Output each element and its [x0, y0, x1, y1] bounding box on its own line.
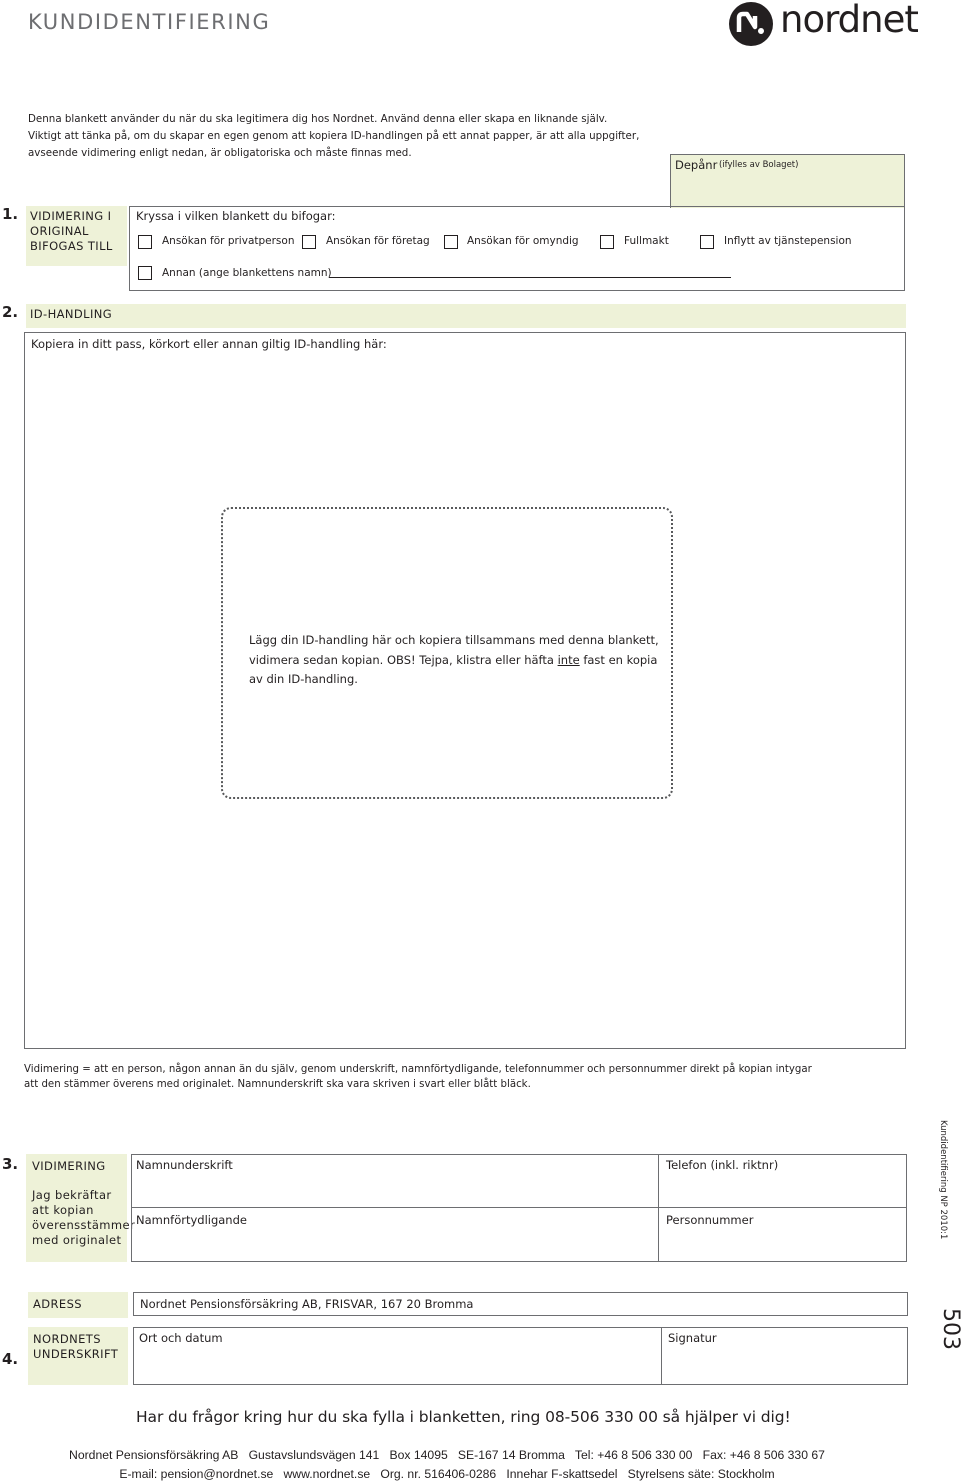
- section2-label: [26, 304, 906, 328]
- section1-label: [26, 206, 127, 266]
- nordnet-logo: [728, 0, 918, 48]
- checkbox-other[interactable]: [138, 266, 152, 280]
- intro-line: Denna blankett använder du när du ska legitimera dig hos Nordnet. Använd denna eller skapa en liknande själv.: [28, 113, 608, 125]
- phone-field[interactable]: [658, 1155, 907, 1207]
- intro-line: avseende vidimering enligt nedan, är obligatoriska och måste finnas med.: [28, 147, 412, 159]
- placement-text: fast en kopia: [579, 652, 658, 667]
- form-code: Kundidentifiering NP 2010:1: [938, 1120, 948, 1240]
- page-title: KUNDIDENTIFIERING: [28, 10, 271, 34]
- intro-line: Viktigt att tänka på, om du skapar en egen genom att kopiera ID-handlingen på ett annat papper, är att alla uppgifter,: [28, 130, 640, 142]
- option-label: Annan (ange blankettens namn): [162, 267, 332, 279]
- depa-label: Depånr: [675, 158, 718, 172]
- section1-title-line: ORIGINAL: [30, 224, 89, 238]
- address-label: ADRESS: [33, 1297, 82, 1311]
- form-number: 503: [938, 1308, 963, 1350]
- field-label: Telefon (inkl. riktnr): [666, 1158, 779, 1172]
- attached-form-prompt: Kryssa i vilken blankett du bifogar:: [136, 209, 336, 223]
- placement-line: av din ID-handling.: [249, 672, 358, 686]
- section-number: 1.: [2, 205, 19, 223]
- field-label: Signatur: [668, 1331, 717, 1345]
- option-label: Inflytt av tjänstepension: [724, 235, 852, 247]
- placement-underlined: inte: [557, 652, 580, 667]
- personal-number-field[interactable]: [658, 1207, 907, 1262]
- footer-line: Nordnet Pensionsförsäkring AB Gustavslundsvägen 141 Box 14095 SE-167 14 Bromma Tel: +46 8 506 330 00 Fax: +46 8 506 330 67: [69, 1448, 825, 1462]
- id-placement-text: [249, 631, 659, 690]
- field-label: Ort och datum: [139, 1331, 223, 1345]
- section2-title: ID-HANDLING: [30, 307, 113, 321]
- field-label: Namnförtydligande: [136, 1213, 247, 1227]
- address-field: [133, 1292, 908, 1316]
- other-form-name-input[interactable]: [329, 277, 731, 278]
- checkbox-fullmakt[interactable]: [600, 235, 614, 249]
- vidimering-note: [24, 1062, 812, 1092]
- checkbox-omyndig[interactable]: [444, 235, 458, 249]
- nordnet-signature-label-box: [28, 1327, 128, 1385]
- placement-line: Lägg din ID-handling här och kopiera tillsammans med denna blankett,: [249, 633, 659, 647]
- nordnet-signature-box: [133, 1327, 908, 1385]
- section-number: 4.: [2, 1350, 19, 1368]
- attached-form-box: [129, 206, 905, 291]
- nordnet-signature-label-line: UNDERSKRIFT: [33, 1347, 119, 1361]
- footer: [0, 1446, 960, 1484]
- nordnet-signature-field[interactable]: [661, 1328, 908, 1384]
- intro-text: [28, 111, 639, 162]
- option-label: Ansökan för företag: [326, 235, 430, 247]
- place-date-field[interactable]: [134, 1328, 661, 1384]
- id-instruction: Kopiera in ditt pass, körkort eller annan giltig ID-handling här:: [31, 337, 387, 351]
- placement-text: vidimera sedan kopian. OBS! Tejpa, klistra eller häfta: [249, 652, 558, 667]
- checkbox-tjanstepension[interactable]: [700, 235, 714, 249]
- section3-label: [26, 1154, 136, 1262]
- section3-title: VIDIMERING: [32, 1159, 106, 1173]
- nordnet-logo-icon: [728, 1, 774, 47]
- section3-desc-line: Jag bekräftar: [32, 1188, 112, 1202]
- option-label: Ansökan för privatperson: [162, 235, 295, 247]
- vidimering-line: att den stämmer överens med originalet. Namnunderskrift ska vara skriven i svart eller blått bläck.: [24, 1079, 531, 1090]
- footer-line: E-mail: pension@nordnet.se www.nordnet.se Org. nr. 516406-0286 Innehar F-skattsedel Styrelsens säte: Stockholm: [119, 1467, 775, 1481]
- depa-number-field[interactable]: [670, 154, 905, 208]
- option-label: Ansökan för omyndig: [467, 235, 579, 247]
- address-value: Nordnet Pensionsförsäkring AB, FRISVAR, 167 20 Bromma: [140, 1297, 474, 1311]
- clarification-field[interactable]: [132, 1207, 658, 1262]
- id-document-area: [24, 332, 906, 1049]
- address-label-box: [28, 1292, 128, 1318]
- vidimering-line: Vidimering = att en person, någon annan än du själv, genom underskrift, namnförtydligande, telefonnummer och personnummer direkt på kopian intygar: [24, 1064, 812, 1075]
- option-label: Fullmakt: [624, 235, 669, 247]
- section-number: 2.: [2, 303, 19, 321]
- section3-desc-line: med originalet: [32, 1233, 122, 1247]
- section1-title-line: VIDIMERING I: [30, 209, 112, 223]
- nordnet-signature-label-line: NORDNETS: [33, 1332, 101, 1346]
- depa-note: (ifylles av Bolaget): [719, 160, 799, 170]
- section1-title-line: BIFOGAS TILL: [30, 239, 113, 253]
- id-placement-zone: [221, 507, 673, 799]
- checkbox-privatperson[interactable]: [138, 235, 152, 249]
- vidimering-signature-box: [131, 1154, 907, 1262]
- logo-wordmark: nordnet: [780, 0, 918, 41]
- field-label: Personnummer: [666, 1213, 754, 1227]
- section3-desc-line: överensstämmer: [32, 1218, 136, 1232]
- field-label: Namnunderskrift: [136, 1158, 233, 1172]
- checkbox-foretag[interactable]: [302, 235, 316, 249]
- section-number: 3.: [2, 1155, 19, 1173]
- section3-desc-line: att kopian: [32, 1203, 94, 1217]
- help-line: Har du frågor kring hur du ska fylla i blanketten, ring 08-506 330 00 så hjälper vi dig!: [136, 1408, 791, 1426]
- signature-field[interactable]: [132, 1155, 658, 1207]
- placement-line: [249, 651, 659, 671]
